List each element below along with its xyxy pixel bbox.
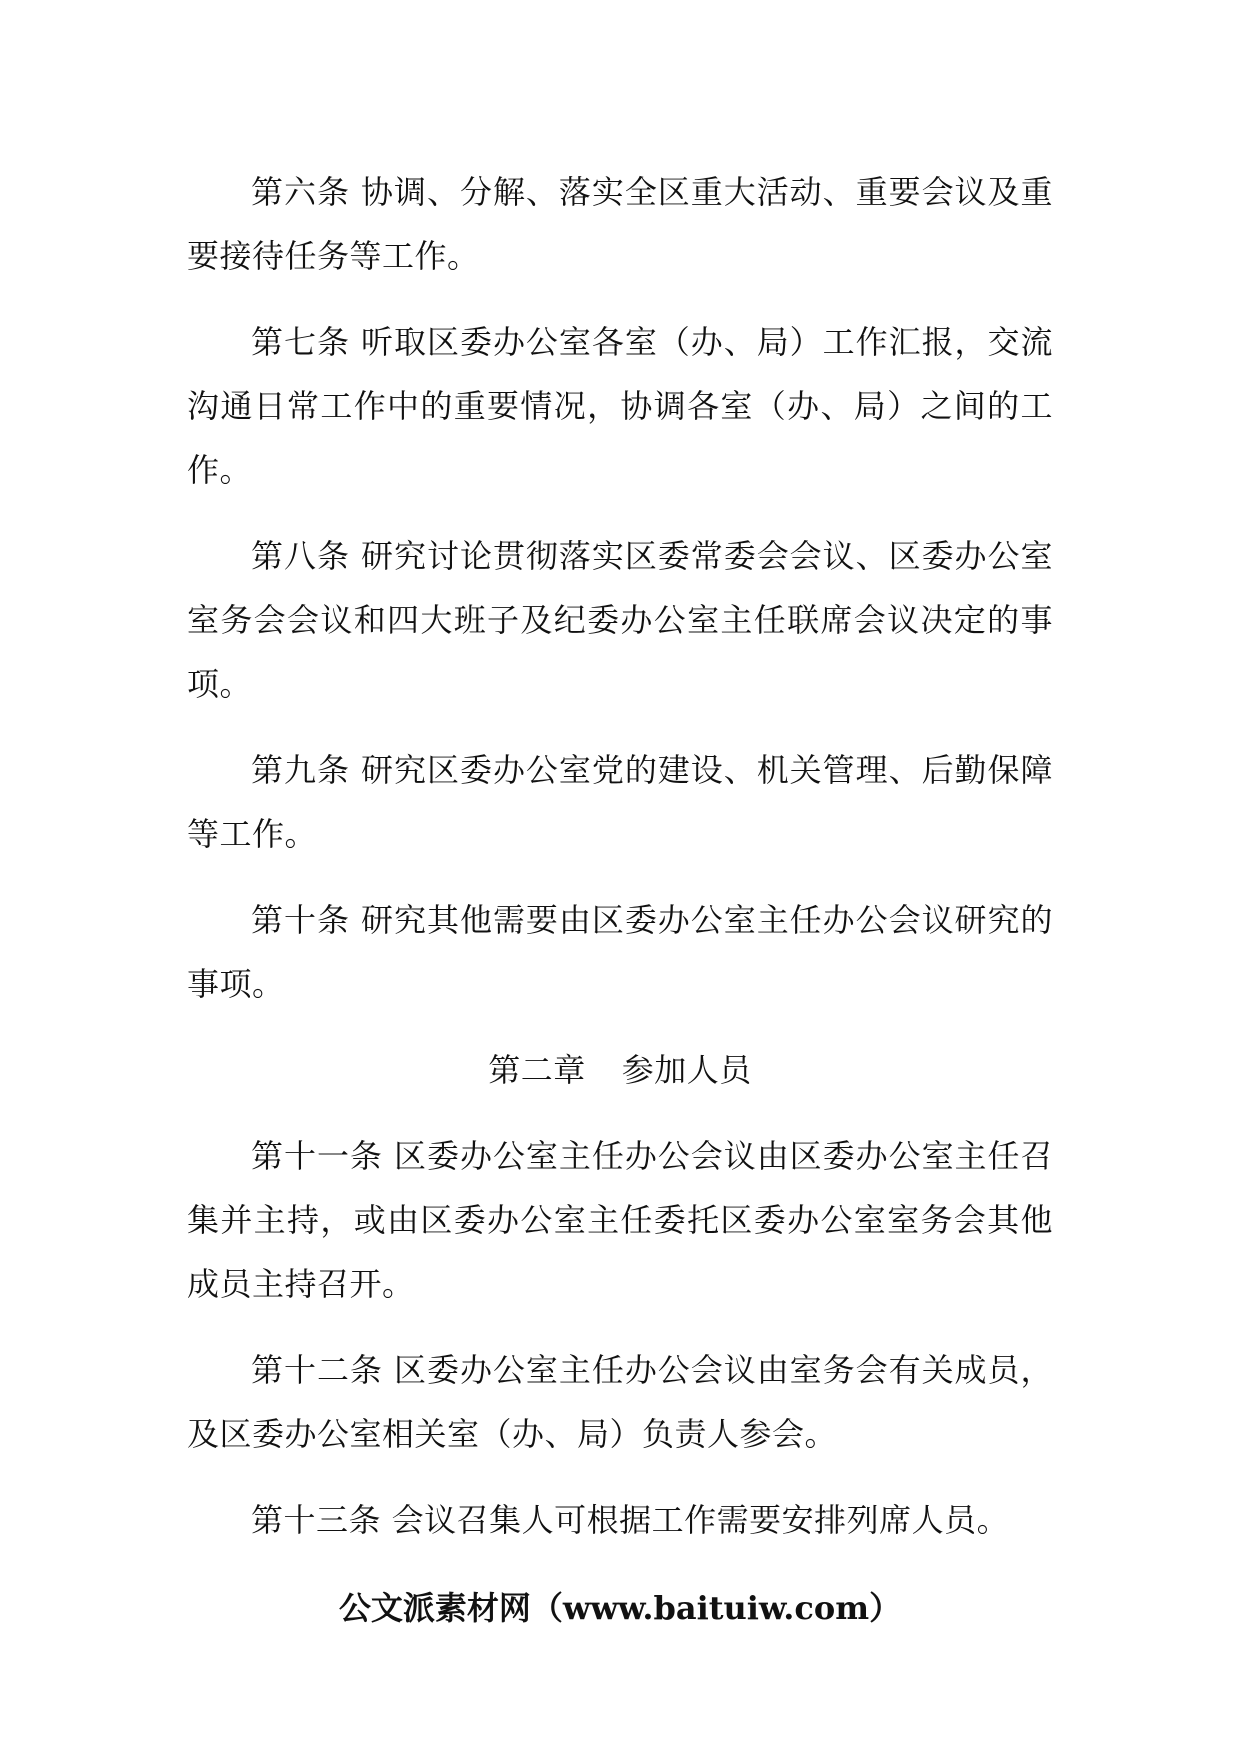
- chapter-number: 第二章: [488, 1051, 586, 1089]
- document-body: [187, 160, 1053, 1574]
- article-9: 第九条 研究区委办公室党的建设、机关管理、后勤保障等工作。: [187, 751, 1053, 853]
- article-13: 第十三条 会议召集人可根据工作需要安排列席人员。: [251, 1501, 1010, 1539]
- article-12: 第十二条 区委办公室主任办公会议由室务会有关成员，及区委办公室相关室（办、局）负责人参会。: [187, 1351, 1053, 1453]
- article-6: 第六条 协调、分解、落实全区重大活动、重要会议及重要接待任务等工作。: [187, 173, 1053, 275]
- footer-watermark: 公文派素材网（www.baituiw.com）: [338, 1589, 902, 1627]
- article-8: 第八条 研究讨论贯彻落实区委常委会会议、区委办公室室务会会议和四大班子及纪委办公室主任联席会议决定的事项。: [187, 537, 1053, 703]
- chapter-heading: [187, 1038, 1053, 1102]
- article-10: 第十条 研究其他需要由区委办公室主任办公会议研究的事项。: [187, 901, 1053, 1003]
- article-7: 第七条 听取区委办公室各室（办、局）工作汇报，交流沟通日常工作中的重要情况，协调各室（办、局）之间的工作。: [187, 323, 1053, 489]
- article-11: 第十一条 区委办公室主任办公会议由区委办公室主任召集并主持，或由区委办公室主任委托区委办公室室务会其他成员主持召开。: [187, 1137, 1053, 1303]
- chapter-title: 参加人员: [621, 1051, 752, 1089]
